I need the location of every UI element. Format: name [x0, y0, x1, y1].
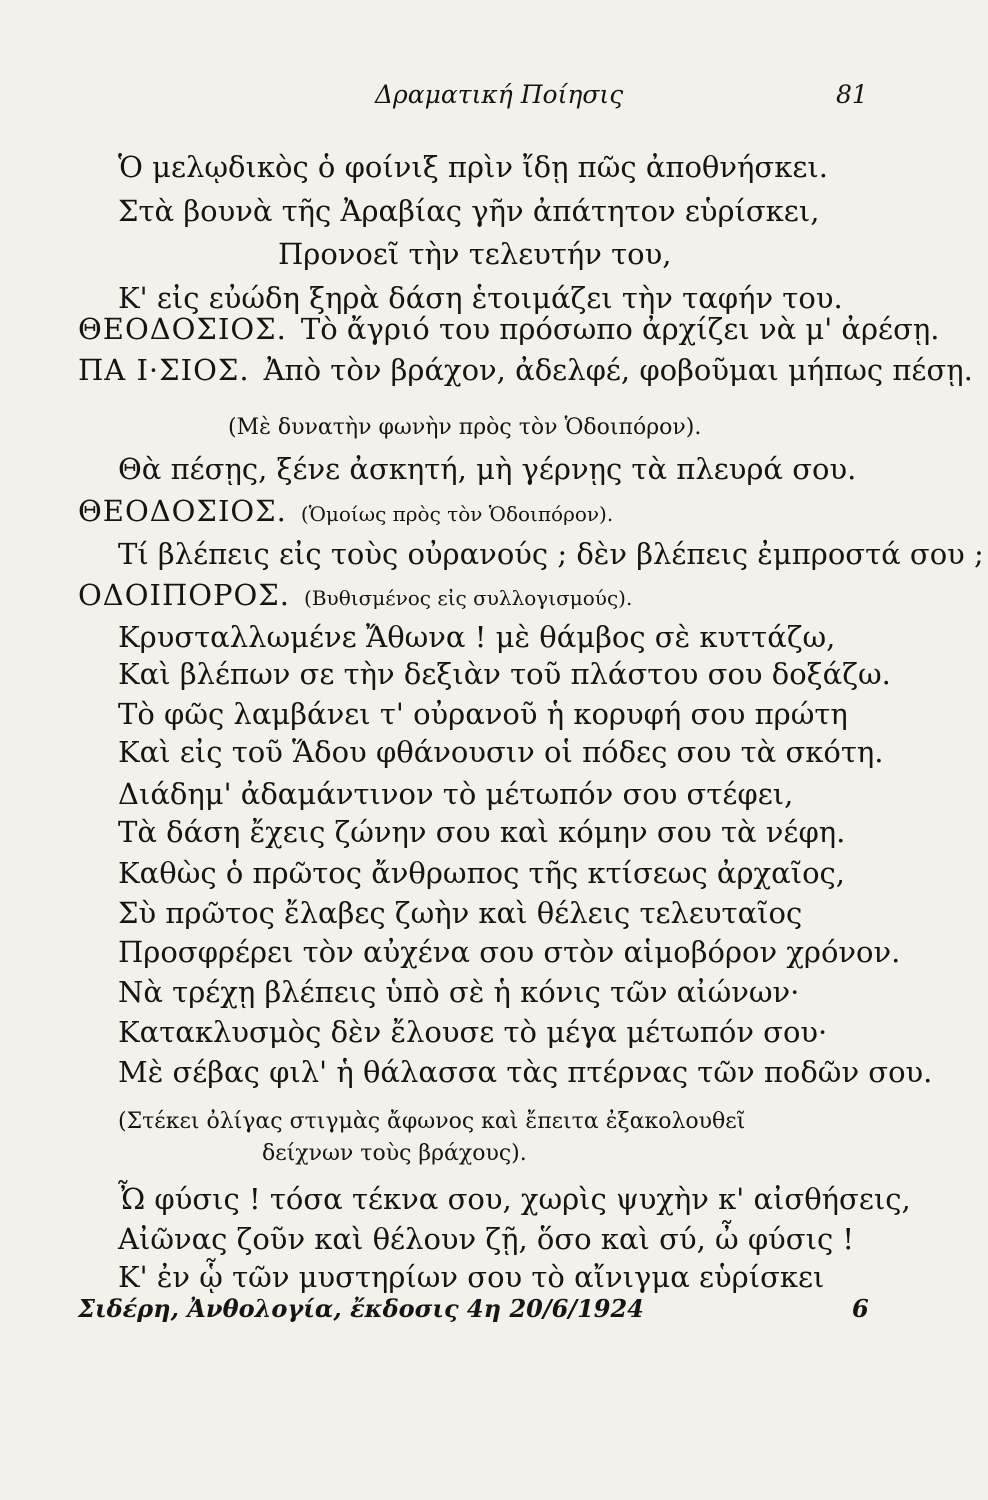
verse-line: Ὁ μελῳδικὸς ὁ φοίνιξ πρὶν ἴδῃ πῶς ἀποθνήσκει.: [118, 150, 828, 184]
stage-direction: (Στέκει ὀλίγας στιγμὰς ἄφωνος καὶ ἔπειτα ἐξακολουθεῖ: [118, 1109, 746, 1134]
dialogue-text: Ἀπὸ τὸν βράχον, ἀδελφέ, φοβοῦμαι μήπως πέσῃ.: [263, 353, 973, 387]
verse-line: Ὦ φύσις ! τόσα τέκνα σου, χωρὶς ψυχὴν κ' αἰσθήσεις,: [118, 1182, 911, 1216]
dialogue-line: [78, 494, 613, 531]
verse-line: Καὶ βλέπων σε τὴν δεξιὰν τοῦ πλάστου σου δοξάζω.: [118, 657, 891, 691]
verse-line: Στὰ βουνὰ τῆς Ἀραβίας γῆν ἀπάτητον εὑρίσκει,: [118, 194, 820, 228]
verse-line: Προσφρέρει τὸν αὐχένα σου στὸν αἱμοβόρον χρόνον.: [118, 935, 901, 969]
speaker-name: ΘΕΟΔΟΣΙΟΣ.: [78, 312, 287, 346]
verse-line: Κατακλυσμὸς δὲν ἔλουσε τὸ μέγα μέτωπόν σου·: [118, 1015, 828, 1049]
stage-direction: (Ὁμοίως πρὸς τὸν Ὁδοιπόρον).: [300, 502, 614, 526]
stage-direction: δείχνων τοὺς βράχους).: [262, 1141, 527, 1166]
printer-footer: Σιδέρη, Ἀνθολογία, ἔκδοσις 4η 20/6/1924: [78, 1294, 644, 1323]
dialogue-line: [78, 578, 632, 615]
verse-line: Τὸ φῶς λαμβάνει τ' οὐρανοῦ ἡ κορυφή σου πρώτη: [118, 697, 848, 731]
dialogue-line: [78, 353, 973, 387]
verse-line: Κρυσταλλωμένε Ἄθωνα ! μὲ θάμβος σὲ κυττάζω,: [118, 620, 836, 654]
speaker-name: ΘΕΟΔΟΣΙΟΣ.: [78, 494, 287, 528]
stage-direction: (Βυθισμένος εἰς συλλογισμούς).: [304, 586, 633, 610]
stage-direction: (Μὲ δυνατὴν φωνὴν πρὸς τὸν Ὁδοιπόρον).: [228, 415, 702, 440]
verse-line: Κ' ἐν ᾧ τῶν μυστηρίων σου τὸ αἴνιγμα εὑρίσκει: [118, 1260, 825, 1294]
speaker-name: ΠΑ Ι·ΣΙΟΣ.: [78, 353, 250, 387]
dialogue-line: [78, 312, 939, 346]
signature-mark: 6: [852, 1294, 869, 1323]
dialogue-text: Τὸ ἄγριό του πρόσωπο ἀρχίζει νὰ μ' ἀρέσῃ.: [300, 312, 940, 346]
speaker-name: ΟΔΟΙΠΟΡΟΣ.: [78, 578, 291, 612]
verse-line: Τί βλέπεις εἰς τοὺς οὐρανούς ; δὲν βλέπεις ἐμπροστά σου ;: [118, 537, 984, 571]
verse-line: Προνοεῖ τὴν τελευτήν του,: [278, 237, 672, 271]
verse-line: Καθὼς ὁ πρῶτος ἄνθρωπος τῆς κτίσεως ἀρχαῖος,: [118, 856, 845, 890]
running-header: Δραματική Ποίησις: [375, 80, 624, 109]
verse-line: Μὲ σέβας φιλ' ἡ θάλασσα τὰς πτέρνας τῶν ποδῶν σου.: [118, 1055, 933, 1089]
verse-line: Τὰ δάση ἔχεις ζώνην σου καὶ κόμην σου τὰ νέφη.: [118, 815, 846, 849]
verse-line: Αἰῶνας ζοῦν καὶ θέλουν ζῇ, ὅσο καὶ σύ, ὦ φύσις !: [118, 1222, 855, 1256]
page-number: 81: [836, 80, 868, 109]
verse-line: Καὶ εἰς τοῦ Ἅδου φθάνουσιν οἱ πόδες σου τὰ σκότη.: [118, 735, 884, 769]
verse-line: Κ' εἰς εὐώδη ξηρὰ δάση ἑτοιμάζει τὴν ταφήν του.: [118, 281, 843, 315]
verse-line: Σὺ πρῶτος ἔλαβες ζωὴν καὶ θέλεις τελευταῖος: [118, 896, 803, 930]
verse-line: Θὰ πέσῃς, ξένε ἀσκητή, μὴ γέρνῃς τὰ πλευρά σου.: [118, 452, 857, 486]
verse-line: Νὰ τρέχῃ βλέπεις ὑπὸ σὲ ἡ κόνις τῶν αἰώνων·: [118, 975, 800, 1009]
verse-line: Διάδημ' ἀδαμάντινον τὸ μέτωπόν σου στέφει,: [118, 777, 794, 811]
